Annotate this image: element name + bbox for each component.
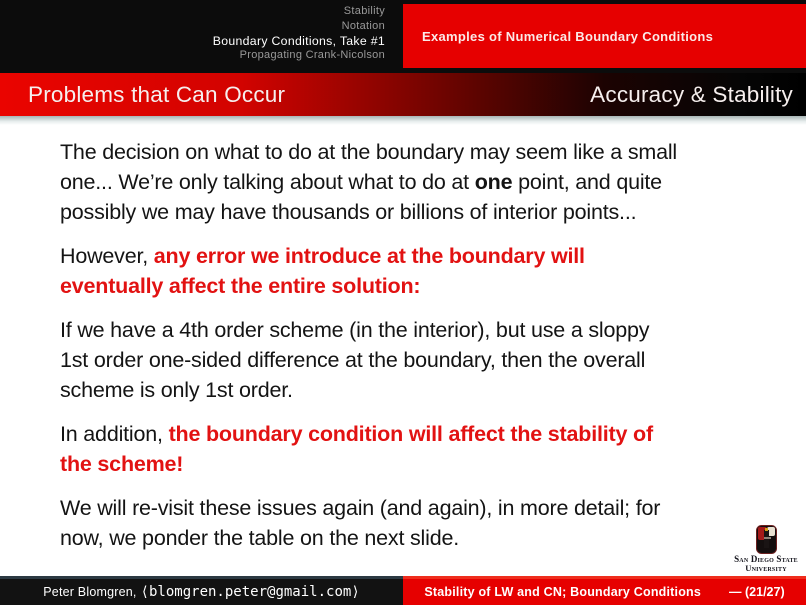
logo-text-line2: University bbox=[745, 563, 787, 573]
slide-body bbox=[60, 137, 760, 567]
text-line: In addition, the boundary condition will affect the stability of bbox=[60, 422, 653, 446]
frame-subtitle: Accuracy & Stability bbox=[590, 81, 793, 107]
text-line: The decision on what to do at the boundary may seem like a small bbox=[60, 140, 678, 164]
footer-title: Stability of LW and CN; Boundary Conditions bbox=[424, 585, 702, 599]
footer bbox=[0, 576, 806, 605]
footer-email: ⟨blomgren.peter@gmail.com⟩ bbox=[140, 584, 360, 600]
paragraph bbox=[60, 315, 760, 405]
section-box-label: Examples of Numerical Boundary Conditions bbox=[422, 28, 714, 44]
footer-author-box bbox=[0, 576, 403, 605]
paragraph bbox=[60, 137, 760, 227]
text-line: now, we ponder the table on the next slide. bbox=[60, 526, 459, 550]
footer-author: Peter Blomgren, bbox=[43, 585, 137, 599]
frame-title-bar bbox=[0, 73, 806, 116]
nav-item[interactable]: Stability bbox=[343, 5, 385, 17]
text-line: possibly we may have thousands or billions of interior points... bbox=[60, 200, 637, 224]
paragraph bbox=[60, 493, 760, 553]
section-box bbox=[403, 4, 806, 68]
university-logo bbox=[730, 525, 802, 573]
header bbox=[0, 0, 806, 73]
text-line: If we have a 4th order scheme (in the interior), but use a sloppy bbox=[60, 318, 650, 342]
footer-title-box bbox=[403, 576, 806, 605]
text-line: scheme is only 1st order. bbox=[60, 378, 293, 402]
nav-item[interactable]: Notation bbox=[341, 19, 385, 32]
text-line: the scheme! bbox=[60, 452, 184, 476]
text-line: We will re-visit these issues again (and again), in more detail; for bbox=[60, 496, 661, 520]
text-line: 1st order one-sided difference at the boundary, then the overall bbox=[60, 348, 646, 372]
footer-page-number: — (21/27) bbox=[729, 585, 785, 599]
paragraph bbox=[60, 419, 760, 479]
university-emblem-icon bbox=[756, 525, 777, 554]
paragraph bbox=[60, 241, 760, 301]
text-line: eventually affect the entire solution: bbox=[60, 274, 421, 298]
nav-item[interactable]: Boundary Conditions, Take #1 bbox=[212, 33, 385, 48]
text-line: one... We’re only talking about what to do at one point, and quite bbox=[60, 170, 662, 194]
header-nav bbox=[0, 4, 385, 63]
text-line: However, any error we introduce at the boundary will bbox=[60, 244, 585, 268]
title-bar-shadow bbox=[0, 116, 806, 125]
logo-text-line1: San Diego State bbox=[734, 554, 798, 564]
nav-item[interactable]: Propagating Crank-Nicolson bbox=[239, 49, 385, 62]
frame-title: Problems that Can Occur bbox=[28, 81, 286, 107]
